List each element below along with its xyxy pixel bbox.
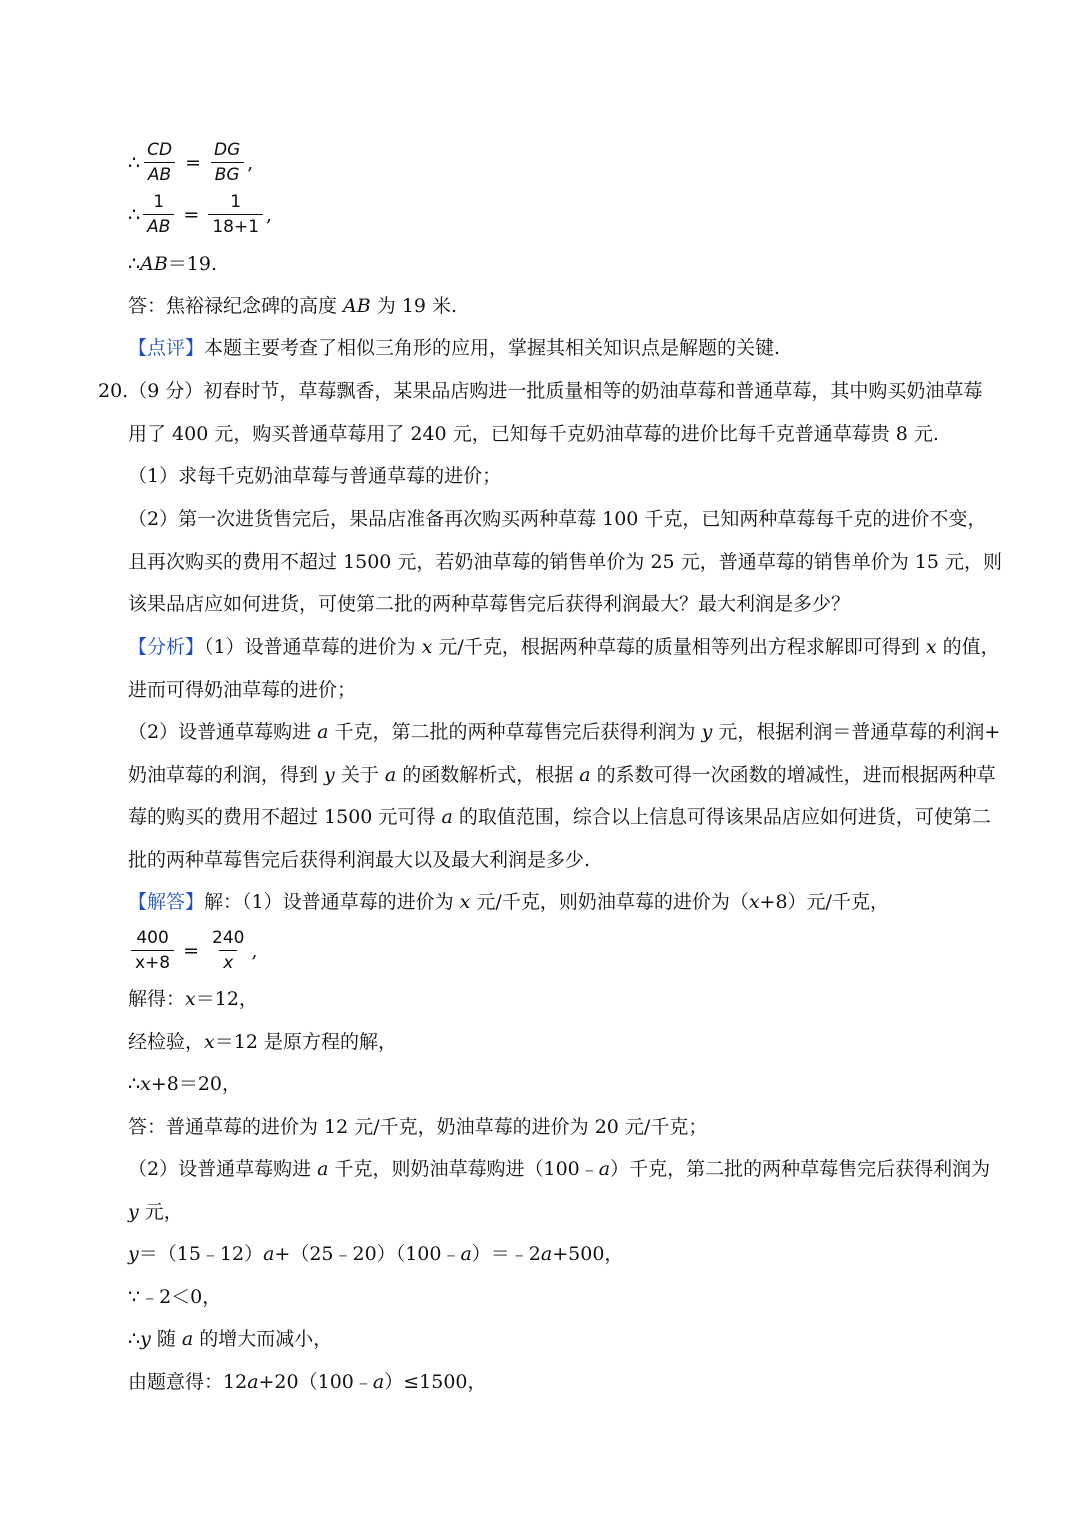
part-2-line-2: y 元，: [128, 1201, 183, 1223]
analysis-line-6: 批的两种草莓售完后获得利润最大以及最大利润是多少.: [128, 849, 591, 871]
comment-tag: 【点评】: [128, 337, 205, 359]
analysis-line-5: 莓的购买的费用不超过 1500 元可得 a 的取值范围，综合以上信息可得该果品店应如何进货，可使第二: [128, 806, 991, 828]
therefore-line: ∴x+8＝20，: [128, 1073, 241, 1095]
analysis-tag: 【分析】: [128, 636, 205, 658]
profit-equation-line: y＝（15﹣12）a+（25﹣20）（100﹣a）＝﹣2a+500，: [128, 1243, 624, 1265]
check-line: 经检验，x＝12 是原方程的解，: [128, 1031, 397, 1053]
analysis-line-1: 【分析】（1）设普通草莓的进价为 x 元/千克，根据两种草莓的质量相等列出方程求解即可得到 x 的值，: [128, 636, 1000, 658]
comment-line: 【点评】本题主要考查了相似三角形的应用，掌握其相关知识点是解题的关键.: [128, 337, 781, 359]
decrease-line: ∴y 随 a 的增大而减小，: [128, 1328, 333, 1350]
fraction-1-ab: $\frac{1}{AB}$: [143, 192, 174, 237]
question-20-sub-2-line-1: （2）第一次进货售完后，果品店准备再次购买两种草莓 100 千克，已知两种草莓每千克的进价不变，: [128, 508, 987, 530]
because-line: ∵﹣2＜0，: [128, 1286, 222, 1308]
analysis-line-2: 进而可得奶油草莓的进价；: [128, 679, 357, 701]
fraction-dg-bg: $\frac{DG}{BG}$: [210, 140, 244, 185]
question-20-line-2: 用了 400 元，购买普通草莓用了 240 元，已知每千克奶油草莓的进价比每千克普通草莓贵 8 元.: [128, 423, 939, 445]
equation-fraction-line: $\frac{400}{x+8}$ = $\frac{240}{x}$ ,: [128, 928, 258, 973]
solve-line: 解得：x＝12，: [128, 988, 258, 1010]
question-20-sub-2-line-2: 且再次购买的费用不超过 1500 元，若奶油草莓的销售单价为 25 元，普通草莓的销售单价为 15 元，则: [128, 551, 1002, 573]
fraction-240: $\frac{240}{x}$: [212, 928, 245, 973]
condition-line: 由题意得：12a+20（100﹣a）≤1500，: [128, 1371, 487, 1393]
prev-answer-line: 答：焦裕禄纪念碑的高度 AB 为 19 米.: [128, 295, 458, 317]
part-2-line-1: （2）设普通草莓购进 a 千克，则奶油草莓购进（100﹣a）千克，第二批的两种草莓售完后获得利润为: [128, 1158, 991, 1180]
proportion-line-2: ∴ $\frac{1}{AB}$ = $\frac{1}{18+1}$ ,: [128, 192, 273, 237]
question-20-sub-2-line-3: 该果品店应如何进货，可使第二批的两种草莓售完后获得利润最大？最大利润是多少？: [128, 593, 851, 615]
question-20-sub-1: （1）求每千克奶油草莓与普通草莓的进价；: [128, 465, 502, 487]
solution-tag: 【解答】: [128, 891, 205, 913]
ab-result-line: ∴AB＝19.: [128, 253, 217, 275]
fraction-1-19: $\frac{1}{18+1}$: [208, 192, 263, 237]
fraction-cd-ab: $\frac{CD}{AB}$: [143, 140, 176, 185]
solution-line-1: 【解答】解：（1）设普通草莓的进价为 x 元/千克，则奶油草莓的进价为（x+8）元/千克，: [128, 891, 889, 913]
fraction-400: $\frac{400}{x+8}$: [131, 928, 174, 973]
proportion-line-1: ∴ $\frac{CD}{AB}$ = $\frac{DG}{BG}$ ,: [128, 140, 254, 185]
analysis-line-3: （2）设普通草莓购进 a 千克，第二批的两种草莓售完后获得利润为 y 元，根据利润＝普通草莓的利润+: [128, 721, 1001, 743]
answer-1-line: 答：普通草莓的进价为 12 元/千克，奶油草莓的进价为 20 元/千克；: [128, 1116, 708, 1138]
analysis-line-4: 奶油草莓的利润，得到 y 关于 a 的函数解析式，根据 a 的系数可得一次函数的增减性，进而根据两种草: [128, 764, 996, 786]
question-20-line-1: 20.（9 分）初春时节，草莓飘香，某果品店购进一批质量相等的奶油草莓和普通草莓，其中购买奶油草莓: [98, 380, 983, 402]
